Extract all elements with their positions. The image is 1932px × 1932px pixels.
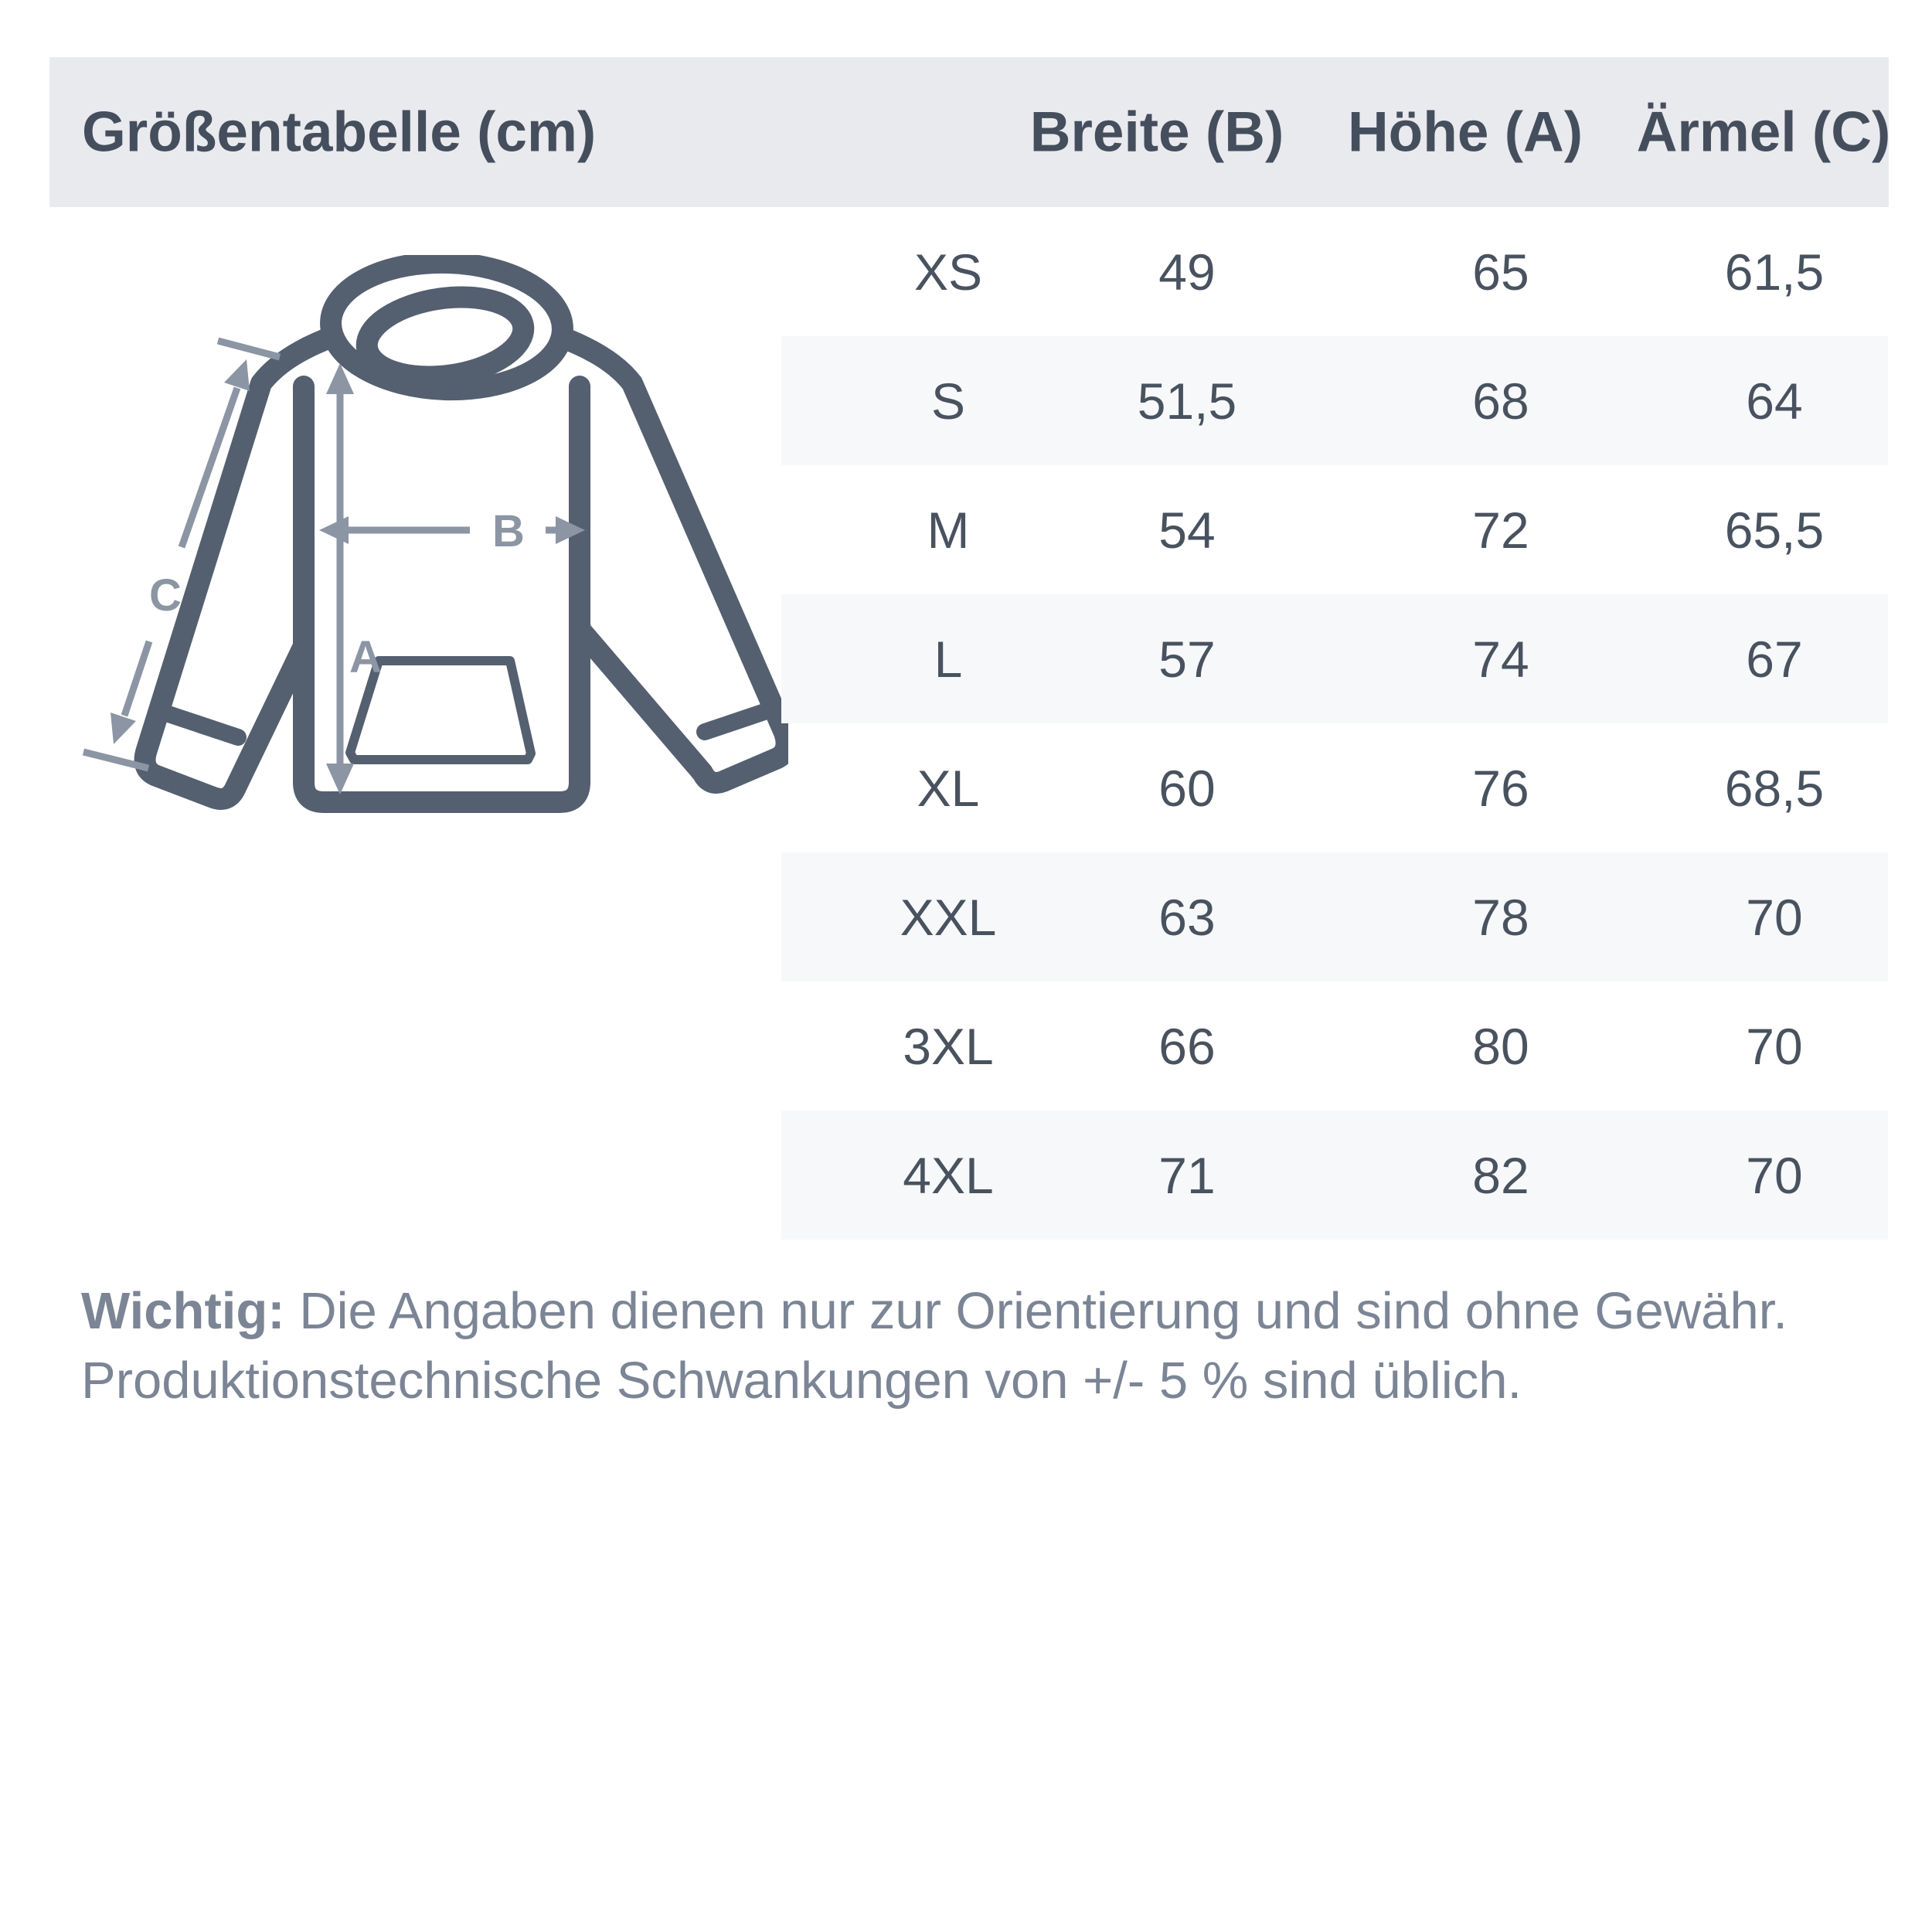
hoodie-left-cuff	[159, 711, 238, 737]
size-label: M	[927, 501, 970, 559]
breite-value: 66	[1158, 1017, 1216, 1075]
aermel-value: 67	[1746, 630, 1803, 688]
size-label: XXL	[900, 888, 997, 946]
dimension-tick-c-top	[218, 341, 280, 357]
hoehe-value: 68	[1472, 372, 1529, 430]
size-label: 3XL	[903, 1017, 994, 1075]
disclaimer-line-2: Produktionstechnische Schwankungen von +/- 5 % sind üblich.	[81, 1352, 1522, 1410]
aermel-value: 64	[1746, 372, 1803, 430]
breite-value: 71	[1158, 1146, 1216, 1204]
arrowhead-a-down	[326, 764, 354, 794]
dimension-label-a: A	[349, 632, 382, 682]
hoehe-value: 72	[1472, 501, 1529, 559]
hoehe-value: 80	[1472, 1017, 1529, 1075]
hoehe-value: 78	[1472, 888, 1529, 946]
hoehe-value: 76	[1472, 759, 1529, 817]
table-row	[781, 981, 1888, 1111]
size-label: XL	[917, 759, 980, 817]
table-row	[781, 465, 1888, 594]
dimension-label-b: B	[492, 506, 525, 556]
page-title: Größentabelle (cm)	[82, 100, 597, 164]
breite-value: 57	[1158, 630, 1216, 688]
breite-value: 49	[1158, 243, 1216, 301]
breite-value: 54	[1158, 501, 1216, 559]
size-label: XS	[913, 243, 983, 301]
arrowhead-b-left	[319, 516, 349, 544]
disclaimer-bold-label: Wichtig:	[81, 1282, 285, 1340]
table-row	[781, 1111, 1888, 1240]
size-table	[781, 207, 1888, 1240]
table-header-bar	[49, 57, 1889, 207]
column-header-aermel: Ärmel (C)	[1636, 100, 1891, 164]
column-header-breite: Breite (B)	[1029, 100, 1284, 164]
disclaimer-note	[81, 1277, 1889, 1416]
table-row	[781, 336, 1888, 465]
aermel-value: 68,5	[1724, 759, 1825, 817]
size-label: S	[930, 372, 966, 430]
breite-value: 60	[1158, 759, 1216, 817]
arrowhead-c-top	[224, 359, 250, 391]
hoehe-value: 82	[1472, 1146, 1529, 1204]
dimension-line-c-lower	[124, 641, 149, 716]
hoodie-right-cuff	[705, 708, 776, 732]
table-row	[781, 594, 1888, 723]
disclaimer-line-1	[81, 1277, 1889, 1346]
aermel-value: 70	[1746, 1017, 1803, 1075]
size-label: 4XL	[903, 1146, 994, 1204]
arrowhead-c-bottom	[111, 713, 136, 744]
table-row	[781, 723, 1888, 852]
breite-value: 51,5	[1137, 372, 1237, 430]
hoodie-diagram	[77, 255, 788, 873]
dimension-label-c: C	[149, 570, 182, 621]
disclaimer-line-1-text: Die Angaben dienen nur zur Orientierung und sind ohne Gewähr.	[284, 1282, 1787, 1340]
aermel-value: 70	[1746, 1146, 1803, 1204]
aermel-value: 70	[1746, 888, 1803, 946]
hoehe-value: 65	[1472, 243, 1529, 301]
breite-value: 63	[1158, 888, 1216, 946]
size-label: L	[934, 630, 963, 688]
table-row	[781, 207, 1888, 336]
hoehe-value: 74	[1472, 630, 1529, 688]
hoodie-body	[304, 386, 580, 802]
table-row	[781, 852, 1888, 981]
column-header-hoehe: Höhe (A)	[1347, 100, 1583, 164]
aermel-value: 65,5	[1724, 501, 1825, 559]
aermel-value: 61,5	[1724, 243, 1825, 301]
